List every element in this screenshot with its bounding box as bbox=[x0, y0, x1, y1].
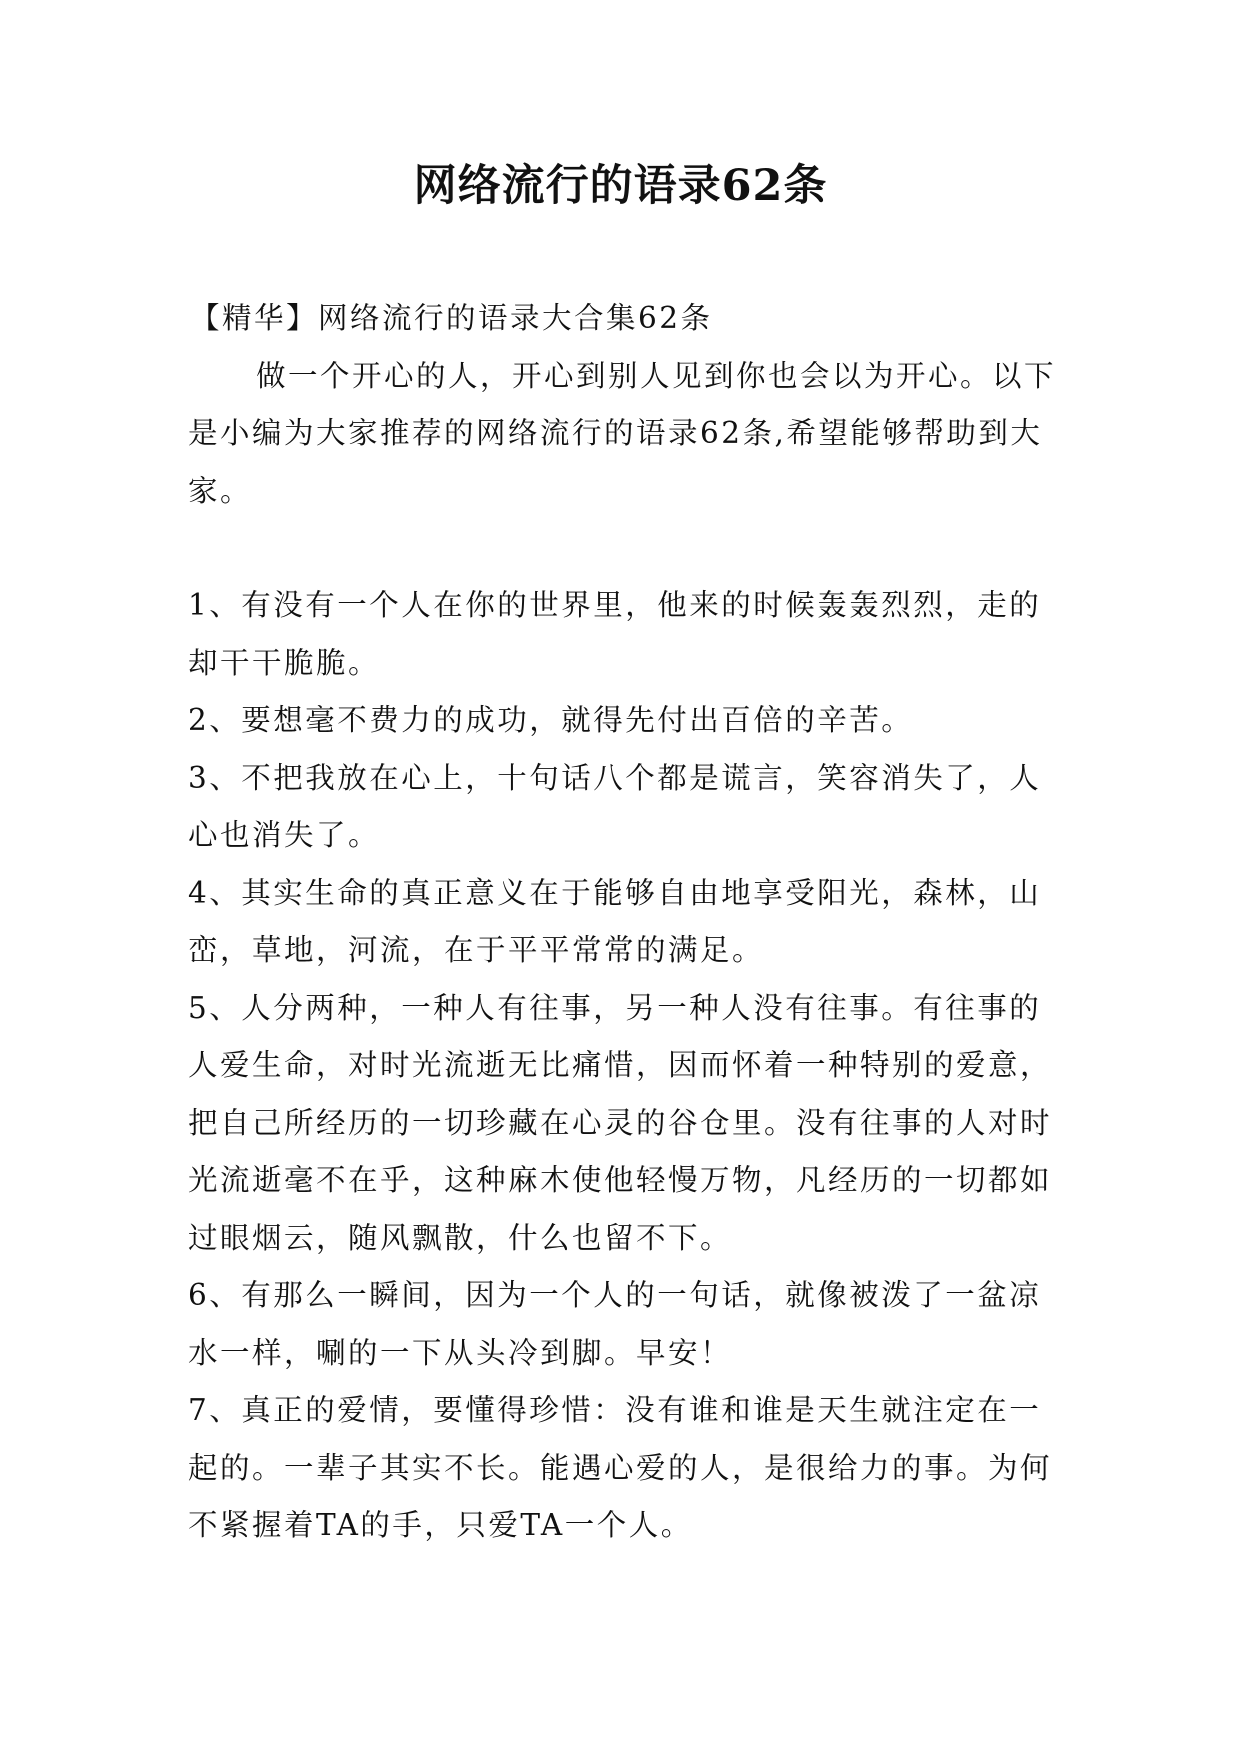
intro-paragraph: 做一个开心的人，开心到别人见到你也会以为开心。以下是小编为大家推荐的网络流行的语录62条,希望能够帮助到大家。 bbox=[188, 358, 1057, 508]
subtitle: 【精华】网络流行的语录大合集62条 bbox=[190, 301, 713, 335]
list-item-5: 5、人分两种，一种人有往事，另一种人没有往事。有往事的人爱生命，对时光流逝无比痛惜，因而怀着一种特别的爱意，把自己所经历的一切珍藏在心灵的谷仓里。没有往事的人对时光流逝毫不在乎，这种麻木使他轻慢万物，凡经历的一切都如过眼烟云，随风飘散，什么也留不下。 bbox=[188, 990, 1053, 1255]
list-item-6: 6、有那么一瞬间，因为一个人的一句话，就像被泼了一盆凉水一样，唰的一下从头冷到脚。早安！ bbox=[188, 1278, 1042, 1370]
document-body bbox=[188, 290, 1068, 1555]
document-title: 网络流行的语录62条 bbox=[413, 161, 828, 211]
list-item-7: 7、真正的爱情，要懂得珍惜：没有谁和谁是天生就注定在一起的。一辈子其实不长。能遇心爱的人，是很给力的事。为何不紧握着TA的手，只爱TA一个人。 bbox=[188, 1393, 1053, 1542]
list-item-1: 1、有没有一个人在你的世界里，他来的时候轰轰烈烈，走的却干干脆脆。 bbox=[188, 588, 1042, 680]
list-item-3: 3、不把我放在心上，十句话八个都是谎言，笑容消失了，人心也消失了。 bbox=[188, 760, 1042, 852]
list-item-2: 2、要想毫不费力的成功，就得先付出百倍的辛苦。 bbox=[188, 703, 914, 737]
list-item-4: 4、其实生命的真正意义在于能够自由地享受阳光，森林，山峦，草地，河流，在于平平常常的满足。 bbox=[188, 875, 1042, 967]
paragraph-spacer bbox=[188, 520, 1068, 577]
